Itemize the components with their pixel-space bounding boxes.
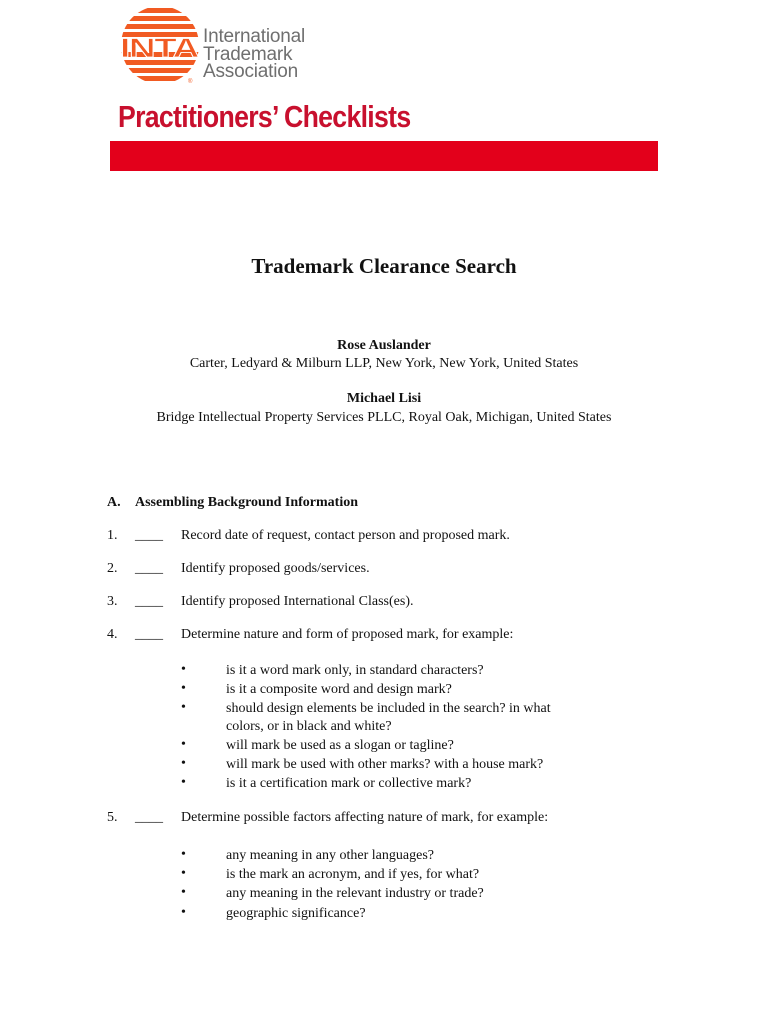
- bullet-text: is the mark an acronym, and if yes, for what?: [226, 867, 480, 882]
- item-text: Identify proposed goods/services.: [181, 561, 370, 576]
- item-number: 4.: [107, 627, 118, 642]
- bullet-text: any meaning in the relevant industry or trade?: [226, 886, 484, 901]
- bullet-icon: •: [181, 775, 186, 790]
- item-number: 5.: [107, 810, 118, 825]
- item-text: Record date of request, contact person and proposed mark.: [181, 528, 510, 543]
- author-affiliation: Carter, Ledyard & Milburn LLP, New York, New York, United States: [189, 356, 579, 371]
- banner-bar: [110, 141, 658, 171]
- section-label: A.: [107, 495, 121, 510]
- bullet-text: will mark be used as a slogan or tagline?: [226, 738, 454, 753]
- item-number: 2.: [107, 561, 118, 576]
- bullet-icon: •: [181, 681, 186, 696]
- bullet-text: geographic significance?: [226, 906, 366, 921]
- item-number: 3.: [107, 594, 118, 609]
- bullet-text-continued: colors, or in black and white?: [226, 719, 392, 734]
- bullet-icon: •: [181, 737, 186, 752]
- bullet-text: will mark be used with other marks? with a house mark?: [226, 757, 544, 772]
- bullet-icon: •: [181, 756, 186, 771]
- bullet-icon: •: [181, 700, 186, 715]
- bullet-icon: •: [181, 847, 186, 862]
- bullet-text: any meaning in any other languages?: [226, 848, 434, 863]
- inta-logo-icon: [120, 5, 200, 85]
- bullet-icon: •: [181, 866, 186, 881]
- item-text: Determine possible factors affecting nature of mark, for example:: [181, 810, 549, 825]
- bullet-icon: •: [181, 905, 186, 920]
- item-number: 1.: [107, 528, 118, 543]
- author-name: Michael Lisi: [346, 391, 422, 406]
- banner-title: Practitioners’ Checklists: [118, 99, 411, 134]
- section-heading: Assembling Background Information: [135, 495, 359, 510]
- item-text: Identify proposed International Class(es).: [181, 594, 414, 609]
- bullet-text: is it a word mark only, in standard characters?: [226, 663, 484, 678]
- checkbox-blank: ____: [135, 627, 163, 642]
- bullet-icon: •: [181, 885, 186, 900]
- author-name: Rose Auslander: [337, 338, 431, 353]
- bullet-text: is it a composite word and design mark?: [226, 682, 452, 697]
- document-title: Trademark Clearance Search: [251, 254, 517, 278]
- bullet-icon: •: [181, 662, 186, 677]
- org-name-line-1: International: [203, 26, 305, 47]
- checkbox-blank: ____: [135, 810, 163, 825]
- svg-text:®: ®: [188, 79, 193, 85]
- checkbox-blank: ____: [135, 561, 163, 576]
- org-name-line-3: Association: [203, 61, 298, 82]
- checkbox-blank: ____: [135, 594, 163, 609]
- logo-text: INTA: [120, 33, 199, 63]
- org-name-line-2: Trademark: [203, 44, 293, 65]
- item-text: Determine nature and form of proposed mark, for example:: [181, 627, 514, 642]
- author-affiliation: Bridge Intellectual Property Services PLLC, Royal Oak, Michigan, United States: [156, 410, 612, 425]
- bullet-text: is it a certification mark or collective mark?: [226, 776, 472, 791]
- bullet-text: should design elements be included in the search? in what: [226, 701, 551, 716]
- checkbox-blank: ____: [135, 528, 163, 543]
